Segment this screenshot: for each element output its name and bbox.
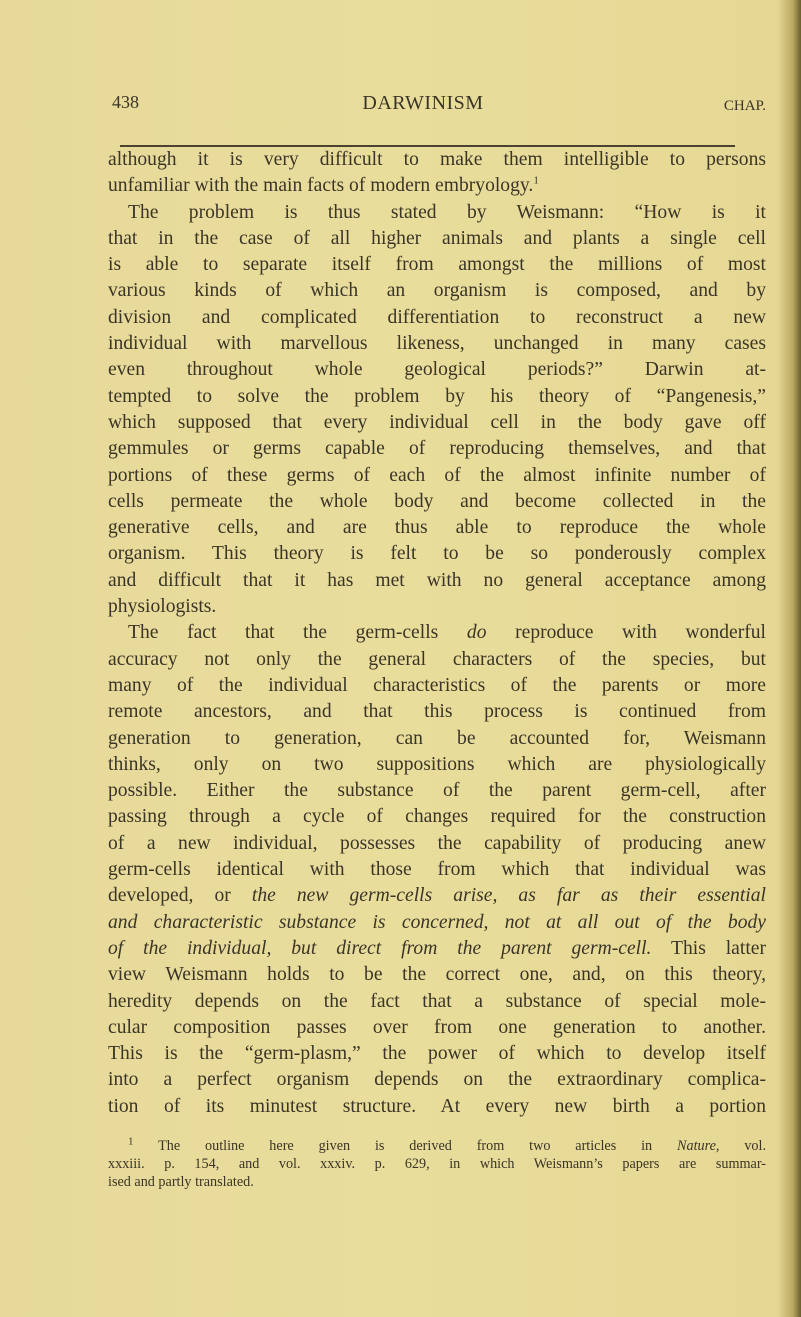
text-run: This latter xyxy=(651,937,766,959)
text-line xyxy=(108,252,766,278)
text-run: reproduce with wonderful xyxy=(486,622,767,644)
text-run: accuracy not only the general characters of the species, but xyxy=(108,648,766,670)
text-run: tempted to solve the problem by his theory of “Pangenesis,” xyxy=(108,385,766,407)
text-line xyxy=(108,594,766,620)
text-run: gemmules or germs capable of reproducing themselves, and that xyxy=(108,438,766,460)
text-run: germ-cells identical with those from which that individual was xyxy=(108,859,766,881)
text-line xyxy=(108,673,766,699)
text-run: This is the “germ-plasm,” the power of which to develop itself xyxy=(108,1043,766,1065)
text-line xyxy=(108,857,766,883)
text-line xyxy=(108,147,766,173)
running-header xyxy=(112,92,766,116)
footnote xyxy=(108,1137,766,1191)
text-run: generation to generation, can be accounted for, Weismann xyxy=(108,727,766,749)
text-line xyxy=(108,1067,766,1093)
text-run: is able to separate itself from amongst the millions of most xyxy=(108,254,766,276)
footnote-marker: 1 xyxy=(533,174,539,187)
text-run: cular composition passes over from one generation to another. xyxy=(108,1016,766,1038)
text-line xyxy=(108,778,766,804)
text-line xyxy=(108,568,766,594)
text-run: tion of its minutest structure. At every new birth a portion xyxy=(108,1095,766,1117)
footnote-marker: 1 xyxy=(128,1135,134,1148)
text-run: developed, or xyxy=(108,885,252,907)
text-run: even throughout whole geological periods?” Darwin at- xyxy=(108,359,766,381)
italic-text: do xyxy=(466,622,487,644)
text-run: that in the case of all higher animals and plants a single cell xyxy=(108,227,766,249)
text-run: and difficult that it has met with no general acceptance among xyxy=(108,569,766,591)
text-line xyxy=(108,647,766,673)
text-run: heredity depends on the fact that a substance of special mole- xyxy=(108,990,766,1012)
text-run: The outline here given is derived from two articles in xyxy=(133,1138,678,1154)
text-run: remote ancestors, and that this process is continued from xyxy=(108,701,766,723)
text-line xyxy=(108,200,766,226)
text-line xyxy=(108,384,766,410)
text-line xyxy=(108,489,766,515)
running-title: DARWINISM xyxy=(362,92,484,114)
text-line xyxy=(108,804,766,830)
text-line xyxy=(108,410,766,436)
text-line xyxy=(108,541,766,567)
text-line xyxy=(108,305,766,331)
text-line xyxy=(108,620,766,646)
text-run: many of the individual characteristics of the parents or more xyxy=(108,674,766,696)
text-line xyxy=(108,962,766,988)
text-line xyxy=(108,1041,766,1067)
text-run: The fact that the germ-cells xyxy=(128,622,467,644)
text-line xyxy=(108,331,766,357)
text-line xyxy=(108,173,766,199)
italic-text: of the individual, but direct from the parent germ-cell. xyxy=(108,937,652,959)
italic-text: Nature, xyxy=(677,1138,720,1154)
text-run: which supposed that every individual cell in the body gave off xyxy=(108,411,766,433)
text-line xyxy=(108,515,766,541)
text-run: generative cells, and are thus able to reproduce the whole xyxy=(108,517,766,539)
text-run: organism. This theory is felt to be so ponderously complex xyxy=(108,543,766,565)
text-line xyxy=(108,883,766,909)
text-run: although it is very difficult to make them intelligible to persons xyxy=(108,149,766,170)
text-line xyxy=(108,699,766,725)
text-run: physiologists. xyxy=(108,596,217,618)
text-run: cells permeate the whole body and become collected in the xyxy=(108,490,766,512)
text-line xyxy=(108,936,766,962)
text-line xyxy=(108,989,766,1015)
text-run: of a new individual, possesses the capability of producing anew xyxy=(108,832,766,854)
text-line xyxy=(108,726,766,752)
text-run: division and complicated differentiation to reconstruct a new xyxy=(108,306,766,328)
text-run: into a perfect organism depends on the extraordinary complica- xyxy=(108,1069,766,1091)
text-run: possible. Either the substance of the parent germ-cell, after xyxy=(108,780,766,802)
footnote-line xyxy=(108,1173,766,1191)
text-line xyxy=(108,357,766,383)
text-line xyxy=(108,1094,766,1120)
text-line xyxy=(108,278,766,304)
text-run: unfamiliar with the main facts of modern embryology. xyxy=(108,175,534,197)
text-run: passing through a cycle of changes required for the construction xyxy=(108,806,766,828)
italic-text: and characteristic substance is concerned, not at all out of the body xyxy=(108,911,766,933)
text-run: thinks, only on two suppositions which are physiologically xyxy=(108,753,766,775)
footnote-line xyxy=(108,1137,766,1155)
footnote-line xyxy=(108,1155,766,1173)
text-line xyxy=(108,463,766,489)
text-run: various kinds of which an organism is composed, and by xyxy=(108,280,766,302)
text-line xyxy=(108,226,766,252)
text-line xyxy=(108,910,766,936)
page-number: 438 xyxy=(112,92,139,112)
text-run: view Weismann holds to be the correct one, and, on this theory, xyxy=(108,964,766,986)
text-line xyxy=(108,831,766,857)
text-run: vol. xyxy=(719,1138,766,1154)
text-run: portions of these germs of each of the almost infinite number of xyxy=(108,464,766,486)
text-line xyxy=(108,752,766,778)
text-line xyxy=(108,436,766,462)
text-line xyxy=(108,1015,766,1041)
text-run: individual with marvellous likeness, unchanged in many cases xyxy=(108,333,766,355)
chapter-label: CHAP. xyxy=(723,98,766,114)
body-text xyxy=(108,147,766,1120)
italic-text: the new germ-cells arise, as far as their essential xyxy=(251,885,766,907)
text-run: xxxiii. p. 154, and vol. xxxiv. p. 629, in which Weismann’s papers are summar- xyxy=(108,1156,766,1172)
text-run: ised and partly translated. xyxy=(108,1174,254,1190)
text-run: The problem is thus stated by Weismann: “How is it xyxy=(128,201,766,223)
